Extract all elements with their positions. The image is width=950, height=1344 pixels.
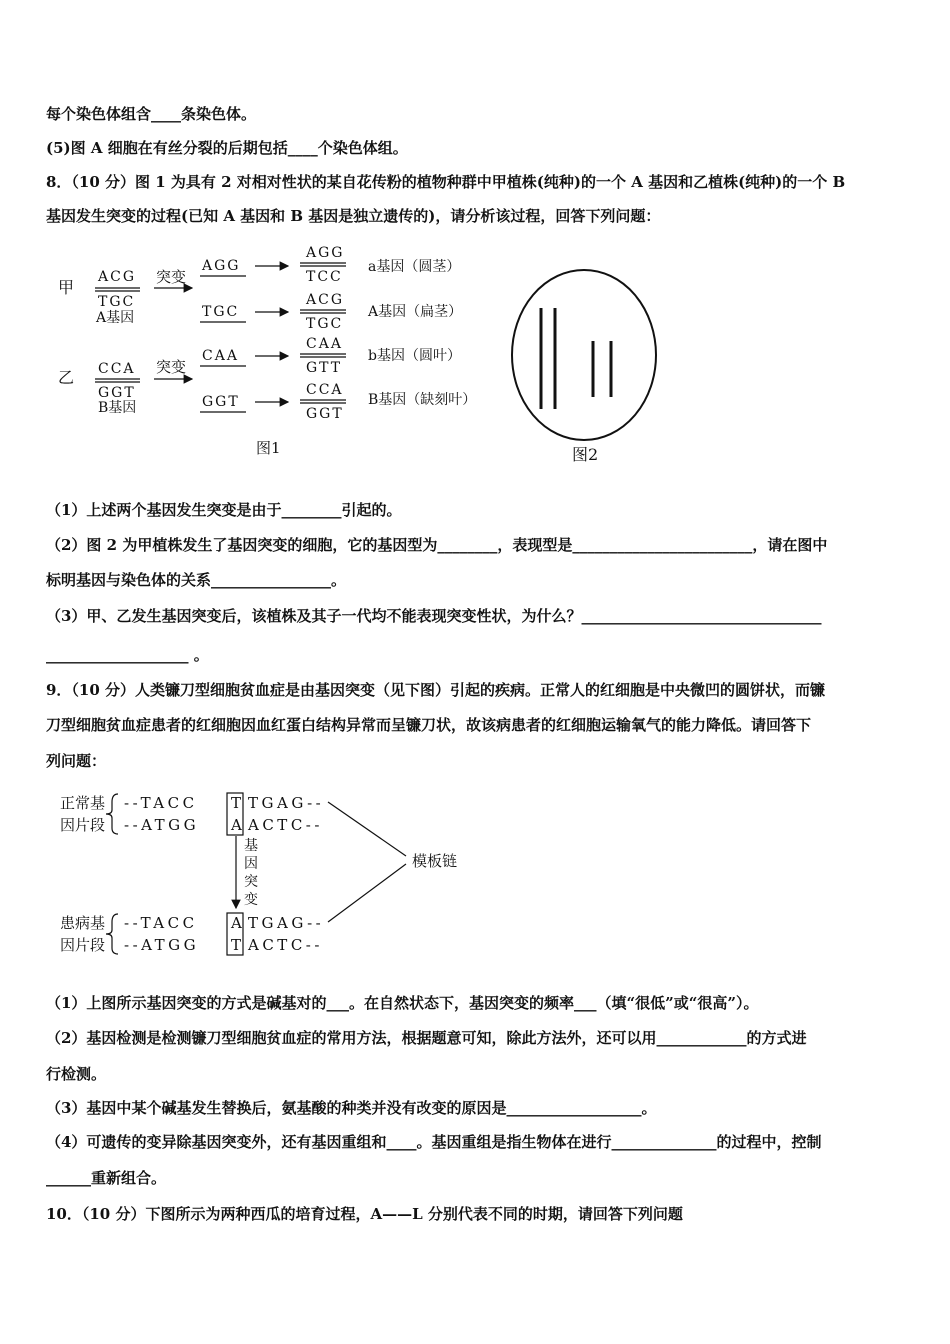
row2-label: A基因（扁茎） [368, 304, 463, 320]
jia-gene-label: A基因 [96, 310, 135, 326]
question-9-4-cont: ______重新组合。 [46, 1169, 167, 1187]
disease-box-2: T [231, 936, 242, 954]
template-strand-label: 模板链 [412, 852, 458, 870]
text-line: 每个染色体组含____条染色体。 [46, 105, 257, 123]
normal-box-2: A [231, 816, 242, 834]
mutation-label-yi: 突变 [156, 358, 187, 376]
question-9-2-cont: 行检测。 [46, 1065, 107, 1083]
row3-bottom: GTT [306, 360, 343, 376]
label-jia: 甲 [58, 278, 75, 297]
row2-bottom: TGC [306, 316, 344, 332]
normal-label-1: 正常基 [60, 794, 106, 812]
question-10-stem: 10．（10 分）下图所示为两种西瓜的培育过程，A——L 分别代表不同的时期，请回答下列问题 [46, 1205, 683, 1223]
question-9-3: （3）基因中某个碱基发生替换后，氨基酸的种类并没有改变的原因是__________________。 [46, 1099, 657, 1117]
row2-single: TGC [202, 304, 240, 320]
row2-top: ACG [306, 292, 345, 308]
question-8-3-cont: ___________________ 。 [46, 646, 209, 664]
row4-top: CCA [306, 382, 344, 398]
mutation-label-jia: 突变 [156, 268, 187, 286]
normal-strand-1-tail: TGAG-- [248, 794, 325, 812]
mutation-char-4: 变 [244, 892, 258, 908]
question-9-stem-cont2: 列问题： [46, 752, 107, 770]
figure-1-caption: 图1 [256, 439, 281, 457]
disease-strand-2: --ATGG [124, 936, 200, 954]
question-9-1: （1）上图所示基因突变的方式是碱基对的___。在自然状态下，基因突变的频率___（填“很低”或“很高”）。 [46, 994, 759, 1012]
row1-single: AGG [202, 258, 241, 274]
mutation-char-2: 因 [244, 856, 258, 872]
row4-label: B基因（缺刻叶） [368, 392, 477, 408]
row3-top: CAA [306, 336, 343, 352]
question-9-stem: 9．（10 分）人类镰刀型细胞贫血症是由基因突变（见下图）引起的疾病。正常人的红细胞是中央微凹的圆饼状，而镰 [46, 681, 826, 699]
normal-strand-1: --TACC [124, 794, 198, 812]
row3-single: CAA [202, 348, 239, 364]
disease-label-1: 患病基 [60, 914, 106, 932]
disease-label-2: 因片段 [60, 936, 106, 954]
question-9-2: （2）基因检测是检测镰刀型细胞贫血症的常用方法，根据题意可知，除此方法外，还可以用____________的方式进 [46, 1029, 807, 1047]
yi-top-strand: CCA [98, 361, 136, 377]
disease-strand-2-tail: ACTC-- [248, 936, 323, 954]
figure-1-2 [50, 238, 670, 468]
question-7-5: (5)图 A 细胞在有丝分裂的后期包括____个染色体组。 [46, 139, 408, 157]
question-8-stem: 8．（10 分）图 1 为具有 2 对相对性状的某自花传粉的植物种群中甲植株(纯种)的一个 A 基因和乙植株(纯种)的一个 B [46, 173, 846, 191]
normal-strand-2: --ATGG [124, 816, 200, 834]
row1-label: a基因（圆茎） [368, 259, 461, 275]
question-8-2: （2）图 2 为甲植株发生了基因突变的细胞，它的基因型为________，表现型是________________________，请在图中 [46, 536, 828, 554]
normal-box-1: T [231, 794, 242, 812]
row3-label: b基因（圆叶） [368, 348, 461, 364]
question-9-stem-cont: 刀型细胞贫血症患者的红细胞因血红蛋白结构异常而呈镰刀状，故该病患者的红细胞运输氧气的能力降低。请回答下 [46, 716, 812, 734]
label-yi: 乙 [58, 368, 75, 387]
mutation-char-1: 基 [244, 838, 258, 854]
figure-2-caption: 图2 [572, 445, 599, 464]
yi-gene-label: B基因 [98, 400, 137, 416]
yi-bottom-strand: GGT [98, 385, 136, 401]
mutation-char-3: 突 [244, 874, 258, 890]
cell-outline [512, 270, 656, 440]
row4-bottom: GGT [306, 406, 344, 422]
jia-bottom-strand: TGC [98, 294, 136, 310]
figure-gene-mutation [56, 784, 486, 966]
question-8-3: （3）甲、乙发生基因突变后，该植株及其子一代均不能表现突变性状，为什么？________________________________ [46, 607, 822, 625]
disease-box-1: A [231, 914, 242, 932]
row4-single: GGT [202, 394, 240, 410]
normal-strand-2-tail: ACTC-- [248, 816, 323, 834]
disease-strand-1: --TACC [124, 914, 198, 932]
question-8-stem-cont: 基因发生突变的过程(已知 A 基因和 B 基因是独立遗传的)，请分析该过程，回答下列问题： [46, 207, 661, 225]
normal-label-2: 因片段 [60, 816, 106, 834]
disease-strand-1-tail: TGAG-- [248, 914, 325, 932]
question-8-1: （1）上述两个基因发生突变是由于________引起的。 [46, 501, 402, 519]
question-9-4: （4）可遗传的变异除基因突变外，还有基因重组和____。基因重组是指生物体在进行______________的过程中，控制 [46, 1133, 822, 1151]
row1-bottom: TCC [306, 269, 343, 285]
jia-top-strand: ACG [98, 269, 137, 285]
question-8-2-cont: 标明基因与染色体的关系________________。 [46, 571, 347, 589]
row1-top: AGG [306, 245, 345, 261]
